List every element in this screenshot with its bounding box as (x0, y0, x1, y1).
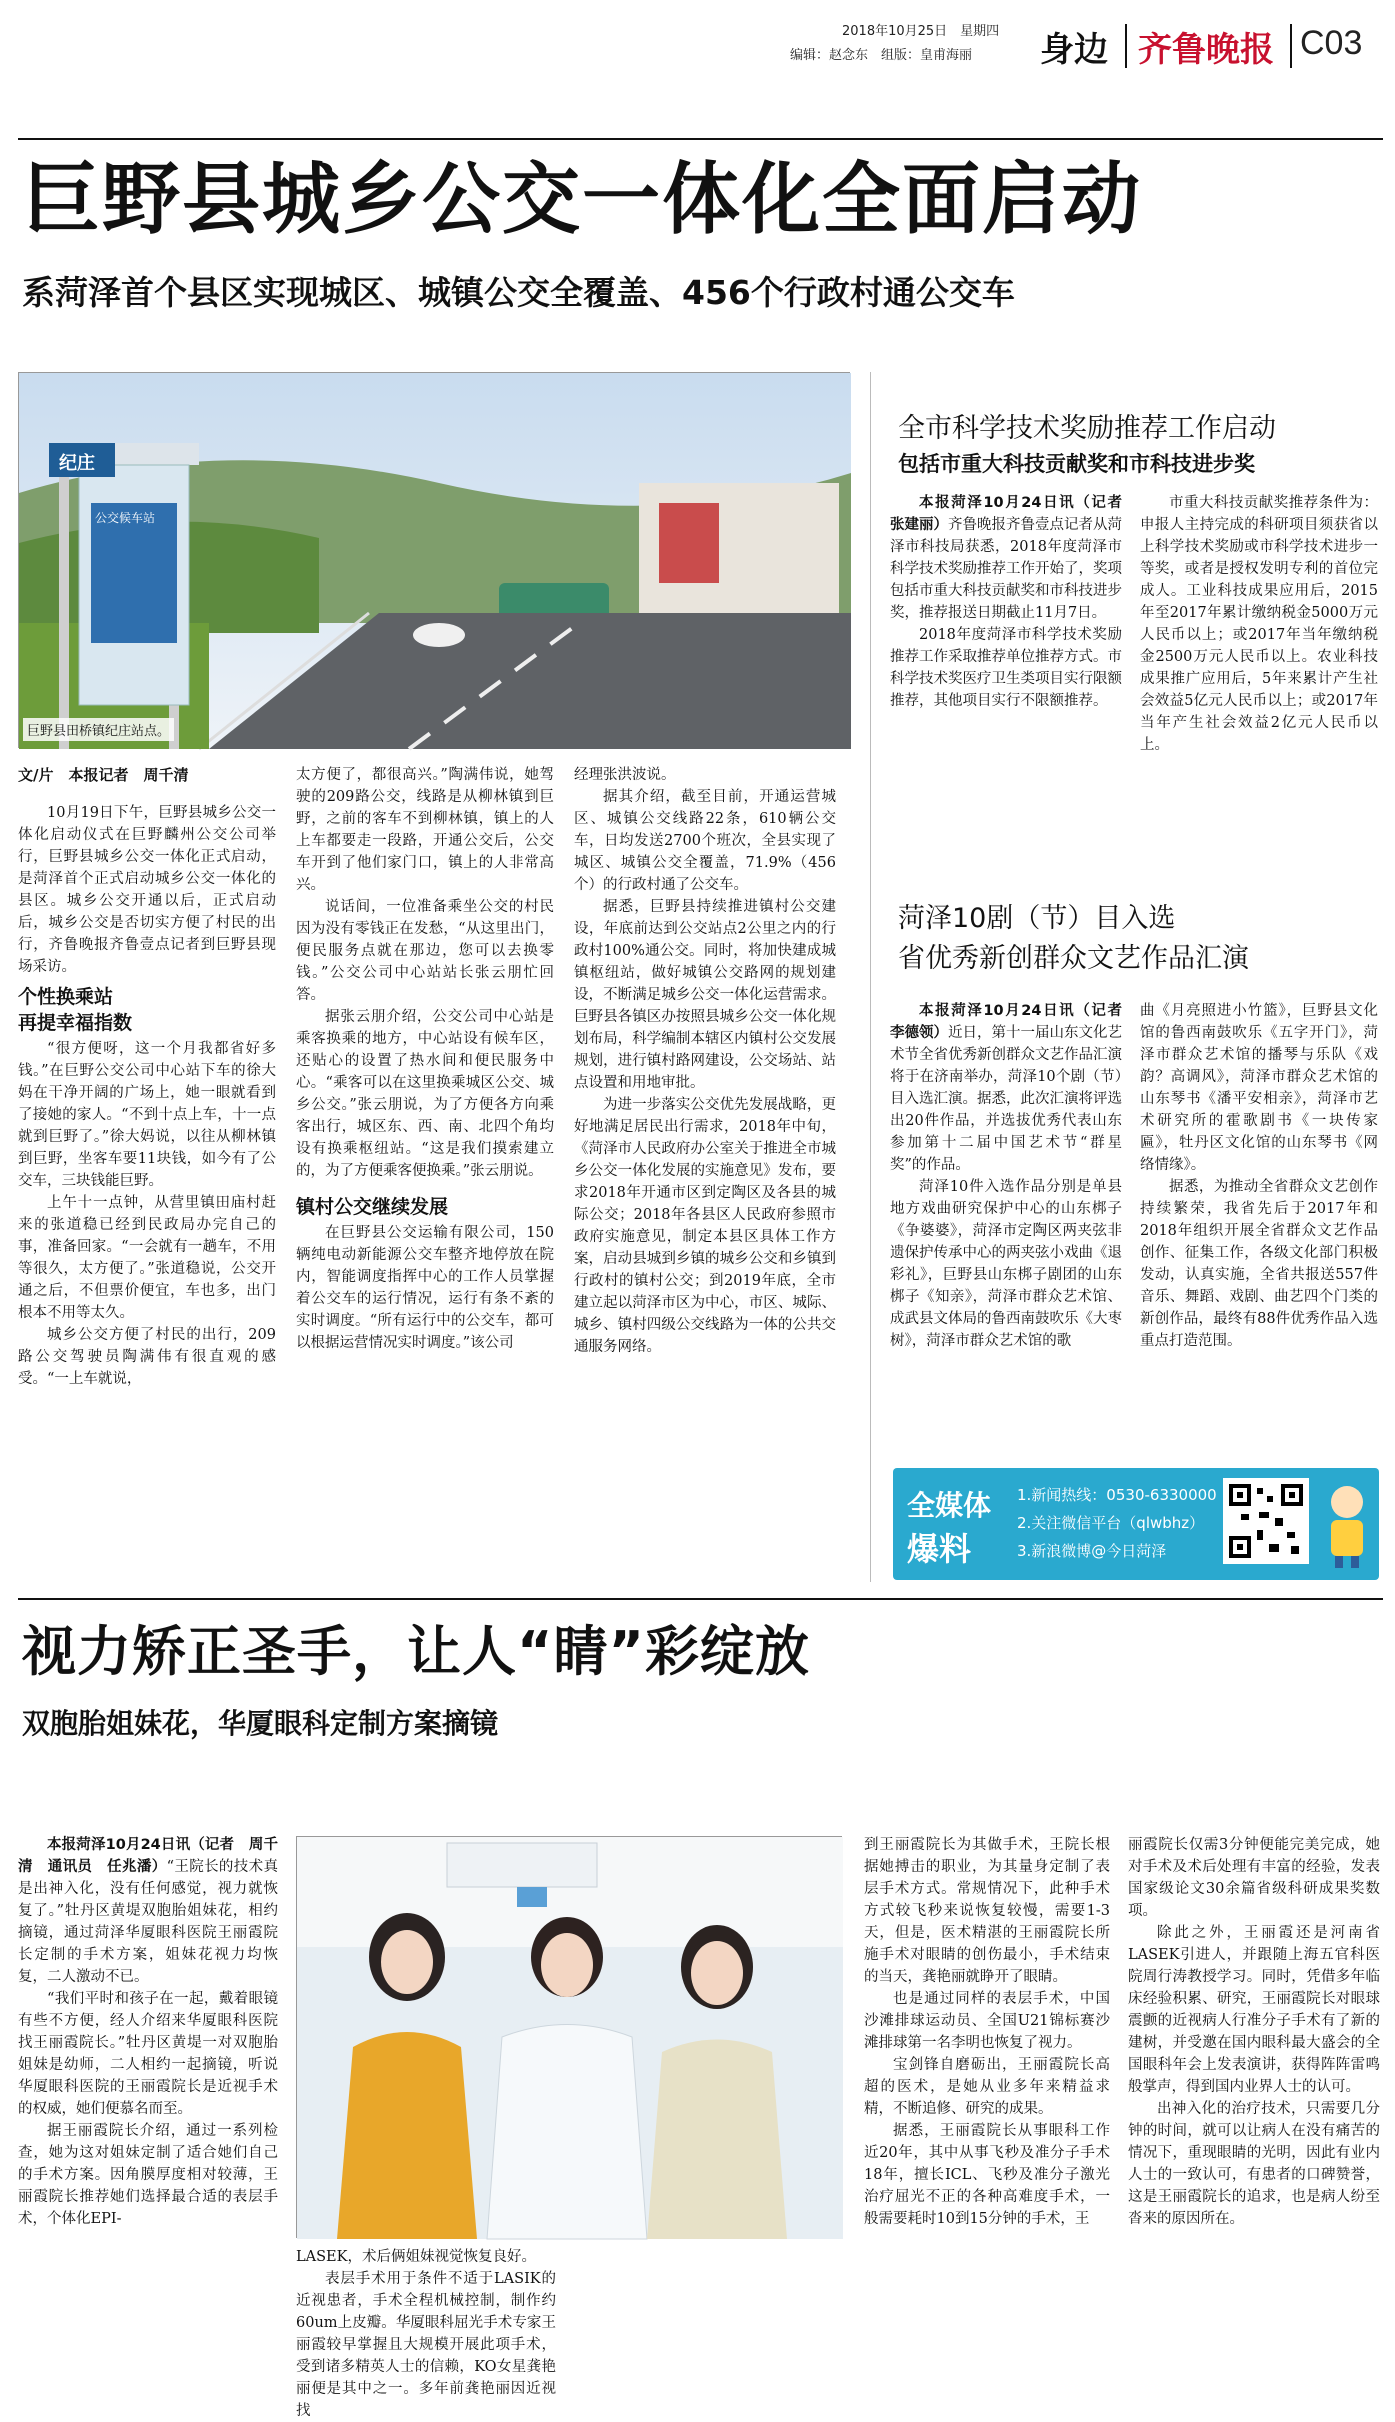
story4-col3 (864, 1834, 1110, 2384)
story1-p3: 上午十一点钟，从营里镇田庙村赶来的张道稳已经到民政局办完自己的事，准备回家。“一会就有一趟车，不用等很久，太方便了。”张道稳说，公交开通之后，不但票价便宜，车也多，出门根本不用等太久。 (18, 1195, 276, 1321)
story4-p11: 除此之外，王丽霞还是河南省LASEK引进人，并跟随上海五官科医院周行涛教授学习。同时，凭借多年临床经验积累、研究，王丽霞院长对眼球震颤的近视病人行准分子手术有了新的建树，并受邀在国内眼科最大盛会的全国眼科年会上发表演讲，获得阵阵雷鸣般掌声，得到国内业界人士的认可。 (1128, 1925, 1380, 2095)
editors-line: 编辑：赵念东 组版：皇甫海丽 (790, 48, 973, 63)
story1-subheading-1: 个性换乘站 (18, 986, 114, 1008)
story1-subheading-2: 镇村公交继续发展 (296, 1196, 449, 1218)
ad-hotline: 1.新闻热线：0530-6330000 (1017, 1486, 1217, 1504)
story1-p5: 太方便了，都很高兴。”陶满伟说，她驾驶的209路公交，线路是从柳林镇到巨野，之前的客车不到柳林镇，镇上的人上车都要走一段路，开通公交后，公交车开到了他们家门口，镇上的人非常高兴。 (296, 767, 554, 893)
story3-headline: 菏泽10剧（节）目入选 (898, 903, 1176, 934)
story2-col2 (1140, 492, 1378, 872)
story2-p3: 市重大科技贡献奖推荐条件为：申报人主持完成的科研项目须获省以上科学技术奖励或市科学技术进步一等奖，或者是授权发明专利的首位完成人。工业科技成果应用后，2015年至2017年累计缴纳税金5000万元人民币以上；或2017年当年缴纳税金2500万元人民币以上。农业科技成果推广应用后，5年来累计产生社会效益5亿元人民币以上；或2017年当年产生社会效益2亿元人民币以上。 (1140, 495, 1378, 753)
story1-p4: 城乡公交方便了村民的出行，209路公交驾驶员陶满伟有很直观的感受。“一上车就说， (18, 1327, 276, 1387)
story3-col2 (1140, 1000, 1378, 1460)
story1-p12: 为进一步落实公交优先发展战略，更好地满足居民出行需求，2018年中旬，《菏泽市人民政府办公室关于推进全市城乡公交一体化发展的实施意见》发布，要求2018年开通市区到定陶区及各县的城际公交；2018年各县区人民政府参照市政府实施意见，制定本县区具体工作方案，启动县城到乡镇的城乡公交和乡镇到行政村的镇村公交；到2019年底，全市建立起以菏泽市区为中心，市区、城际、城乡、镇村四级公交线路为一体的公共交通服务网络。 (574, 1097, 836, 1355)
story1-p10: 据其介绍，截至目前，开通运营城区、城镇公交线路22条，610辆公交车，日均发送2700个班次，全县实现了城区、城镇公交全覆盖，71.9%（456个）的行政村通了公交车。 (574, 789, 836, 893)
story1-p6: 说话间，一位准备乘坐公交的村民因为没有零钱正在发愁，“从这里出门，便民服务点就在那边，您可以去换零钱。”公交公司中心站站长张云朋忙回答。 (296, 899, 554, 1003)
story1-col3 (574, 764, 836, 1584)
story1-p11: 据悉，巨野县持续推进镇村公交建设，年底前达到公交站点2公里之内的行政村100%通公交。同时，将加快建成城镇枢纽站，做好城镇公交路网的规划建设，不断满足城乡公交一体化运营需求。巨野县各镇区办按照县城乡公交一体化规划布局，科学编制本辖区内镇村公交发展规划，进行镇村路网建设，公交场站、站点设置和用地审批。 (574, 899, 836, 1091)
story4-p2: “我们平时和孩子在一起，戴着眼镜有些不方便，经人介绍来华厦眼科医院找王丽霞院长。”牡丹区黄堤一对双胞胎姐妹是幼师，二人相约一起摘镜，听说华厦眼科医院的王丽霞院长是近视手术的权威，她们便慕名而至。 (18, 1991, 278, 2117)
story4-p4: LASEK，术后俩姐妹视觉恢复良好。 (296, 2249, 536, 2265)
story4-p1 (18, 1834, 278, 1988)
story3-headline-2: 省优秀新创群众文艺作品汇演 (898, 943, 1249, 974)
story1-p1: 10月19日下午，巨野县城乡公交一体化启动仪式在巨野麟州公交公司举行，巨野县城乡公交一体化正式启动，是菏泽首个正式启动城乡公交一体化的县区。城乡公交开通以后，正式启动后，城乡公交是否切实方便了村民的出行，齐鲁晚报齐鲁壹点记者到巨野县现场采访。 (18, 805, 276, 975)
story4-p1-text: “王院长的技术真是出神入化，没有任何感觉，视力就恢复了。”牡丹区黄堤双胞胎姐妹花，相约摘镜，通过菏泽华厦眼科医院王丽霞院长定制的手术方案，姐妹花视力均恢复，二人激动不已。 (18, 1859, 278, 1985)
story4-col2b (574, 2246, 836, 2384)
story1-headline: 巨野县城乡公交一体化全面启动 (22, 155, 1143, 245)
story4-p9: 据悉，王丽霞院长从事眼科工作近20年，其中从事飞秒及准分子手术18年，擅长ICL、飞秒及准分子激光治疗屈光不正的各种高难度手术，一般需要耗时10到15分钟的手术，王 (864, 2123, 1110, 2227)
header-divider (1125, 24, 1127, 68)
story4-p5: 表层手术用于条件不适于LASIK的近视患者，手术全程机械控制，制作约60um上皮瓣。华厦眼科屈光手术专家王丽霞较早掌握且大规模开展此项手术，受到诸多精英人士的信赖，KO女星龚艳丽便是其中之一。多年前龚艳丽因近视找 (296, 2271, 556, 2419)
twins-photo (296, 1836, 842, 2238)
story1-byline: 文/片 本报记者 周千清 (18, 766, 189, 784)
story4-headline: 视力矫正圣手，让人“睛”彩绽放 (22, 1620, 810, 1683)
story3-p2: 菏泽10件入选作品分别是单县地方戏曲研究保护中心的山东梆子《争婆婆》，菏泽市定陶区两夹弦非遗保护传承中心的两夹弦小戏曲《退彩礼》，巨野县山东梆子剧团的山东梆子《知亲》，菏泽市群众艺术馆、成武县文体局的鲁西南鼓吹乐《大枣树》，菏泽市群众艺术馆的歌 (890, 1179, 1122, 1349)
story1-col2 (296, 764, 554, 1584)
bus-stop-photo (18, 372, 850, 748)
column-divider (870, 372, 871, 1582)
story1-subhead: 系菏泽首个县区实现城区、城镇公交全覆盖、456个行政村通公交车 (22, 273, 1015, 312)
story4-p3: 据王丽霞院长介绍，通过一系列检查，她为这对姐妹定制了适合她们自己的手术方案。因角膜厚度相对较薄，王丽霞院长推荐她们选择最合适的表层手术，个体化EPI- (18, 2123, 278, 2227)
story2-headline: 全市科学技术奖励推荐工作启动 (898, 413, 1276, 444)
header-divider-2 (1290, 24, 1292, 68)
story3-lead: 本报菏泽10月24日讯（记者 李德领） (890, 1003, 1137, 1041)
story4-p12: 出神入化的治疗技术，只需要几分钟的时间，就可以让病人在没有痛苦的情况下，重现眼睛的光明，因此有业内人士的一致认可，有患者的口碑赞誉，这是王丽霞院长的追求，也是病人纷至沓来的原因所在。 (1128, 2101, 1380, 2227)
story3-col1 (890, 1000, 1137, 1460)
story1-p7: 据张云朋介绍，公交公司中心站是乘客换乘的地方，中心站设有候车区，还贴心的设置了热水间和便民服务中心。“乘客可以在这里换乘城区公交、城乡公交。”张云朋说，为了方便各方向乘客出行，城区东、西、南、北四个角均设有换乘枢纽站。“这是我们摸索建立的，为了方便乘客便换乘。”张云朋说。 (296, 1009, 554, 1179)
story4-p8: 宝剑锋自磨砺出，王丽霞院长高超的医术，是她从业多年来精益求精，不断追修、研究的成果。 (864, 2057, 1110, 2117)
ad-weibo: 3.新浪微博@今日菏泽 (1017, 1542, 1167, 1560)
story3-p1-text: 近日，第十一届山东文化艺术节全省优秀新创群众文艺作品汇演将于在济南举办，菏泽10个剧（节）目入选汇演。据悉，此次汇演将评选出20件作品，并选拔优秀代表山东参加第十二届中国艺术节“群星奖”的作品。 (890, 1025, 1122, 1173)
story4-col2 (296, 2246, 556, 2419)
story4-p7: 也是通过同样的表层手术，中国沙滩排球运动员、全国U21锦标赛沙滩排球第一名李明也恢复了视力。 (864, 1991, 1110, 2051)
story3-p1 (890, 1000, 1137, 1176)
story2-col1 (890, 492, 1137, 872)
story4-p10: 丽霞院长仅需3分钟便能完美完成，她对手术及术后处理有丰富的经验，发表国家级论文30余篇省级科研成果奖数项。 (1128, 1837, 1380, 1919)
story3-p3: 曲《月亮照进小竹篮》，巨野县文化馆的鲁西南鼓吹乐《五字开门》，菏泽市群众艺术馆的播琴与乐队《戏韵？高调风》，菏泽市群众艺术馆的山东琴书《潘平安相亲》，菏泽市艺术研究所的霍歌剧书《一块传家匾》，牡丹区文化馆的山东琴书《网络情缘》。 (1140, 1003, 1378, 1173)
story1-p9: 经理张洪波说。 (574, 767, 676, 783)
story1-p2: “很方便呀，这一个月我都省好多钱。”在巨野公交公司中心站下车的徐大妈在干净开阔的广场上，她一眼就看到了接她的家人。“不到十点上车，十一点就到巨野了。”徐大妈说，以往从柳林镇到巨野，坐客车要11块钱，如今有了公交车，三块钱能巨野。 (18, 1041, 276, 1189)
ad-wechat: 2.关注微信平台（qlwbhz） (1017, 1514, 1205, 1532)
paper-logo: 齐鲁晚报 (1138, 30, 1274, 70)
story4-subhead: 双胞胎姐妹花，华厦眼科定制方案摘镜 (22, 1707, 499, 1740)
header-rule (18, 138, 1383, 140)
story4-p6: 到王丽霞院长为其做手术，王院长根据她搏击的职业，为其量身定制了表层手术方式。常规情况下，此种手术方式较飞秒来说恢复较慢，需要1-3天，但是，医术精湛的王丽霞院长所施手术对眼睛的创伤最小，手术结束的当天，龚艳丽就睁开了眼睛。 (864, 1837, 1110, 1985)
qr-code-icon (1223, 1478, 1309, 1564)
story2-subhead: 包括市重大科技贡献奖和市科技进步奖 (898, 452, 1255, 476)
story4-col4 (1128, 1834, 1380, 2384)
story1-col1 (18, 764, 276, 1584)
story3-p4: 据悉，为推动全省群众文艺创作持续繁荣，我省先后于2017年和2018年组织开展全省群众文艺作品创作、征集工作，各级文化部门积极发动，认真实施，全省共报送557件音乐、舞蹈、戏剧、曲艺四个门类的新创作品，最终有88件优秀作品入选重点打造范围。 (1140, 1179, 1378, 1349)
section-name: 身边 (1040, 30, 1108, 70)
story2-p1-text: 齐鲁晚报齐鲁壹点记者从菏泽市科技局获悉，2018年度菏泽市科学技术奖励推荐工作开始了，奖项包括市重大科技贡献奖和市科技进步奖，推荐报送日期截止11月7日。 (890, 517, 1122, 621)
ad-title-top: 全媒体 (907, 1489, 992, 1522)
tipoff-ad (893, 1468, 1379, 1580)
story2-p2: 2018年度菏泽市科学技术奖励推荐工作采取推荐单位推荐方式。市科学技术奖医疗卫生类项目实行限额推荐，其他项目实行不限额推荐。 (890, 627, 1122, 709)
story1-subheading-1b: 再提幸福指数 (18, 1012, 133, 1034)
bus-stop-illustration (19, 373, 851, 749)
story2-lead: 本报菏泽10月24日讯（记者 张建丽） (890, 495, 1137, 533)
page-number: C03 (1300, 24, 1363, 62)
story1-p8: 在巨野县公交运输有限公司，150辆纯电动新能源公交车整齐地停放在院内，智能调度指挥中心的工作人员掌握着公交车的运行情况，运行有条不紊的实时调度。“所有运行中的公交车，都可以根据运营情况实时调度。”该公司 (296, 1225, 554, 1351)
photo-caption: 巨野县田桥镇纪庄站点。 (23, 718, 174, 741)
section-rule (18, 1598, 1383, 1600)
issue-date: 2018年10月25日 星期四 (842, 24, 1000, 39)
story4-col1 (18, 1834, 278, 2384)
story2-p1 (890, 492, 1137, 624)
station-board-label: 公交候车站 (95, 511, 156, 525)
station-sign: 纪庄 (59, 453, 95, 474)
mascot-icon (1321, 1482, 1373, 1568)
ad-title-bottom: 爆料 (907, 1530, 972, 1568)
story4-lead: 本报菏泽10月24日讯（记者 周千清 通讯员 任兆潘） (18, 1837, 278, 1875)
